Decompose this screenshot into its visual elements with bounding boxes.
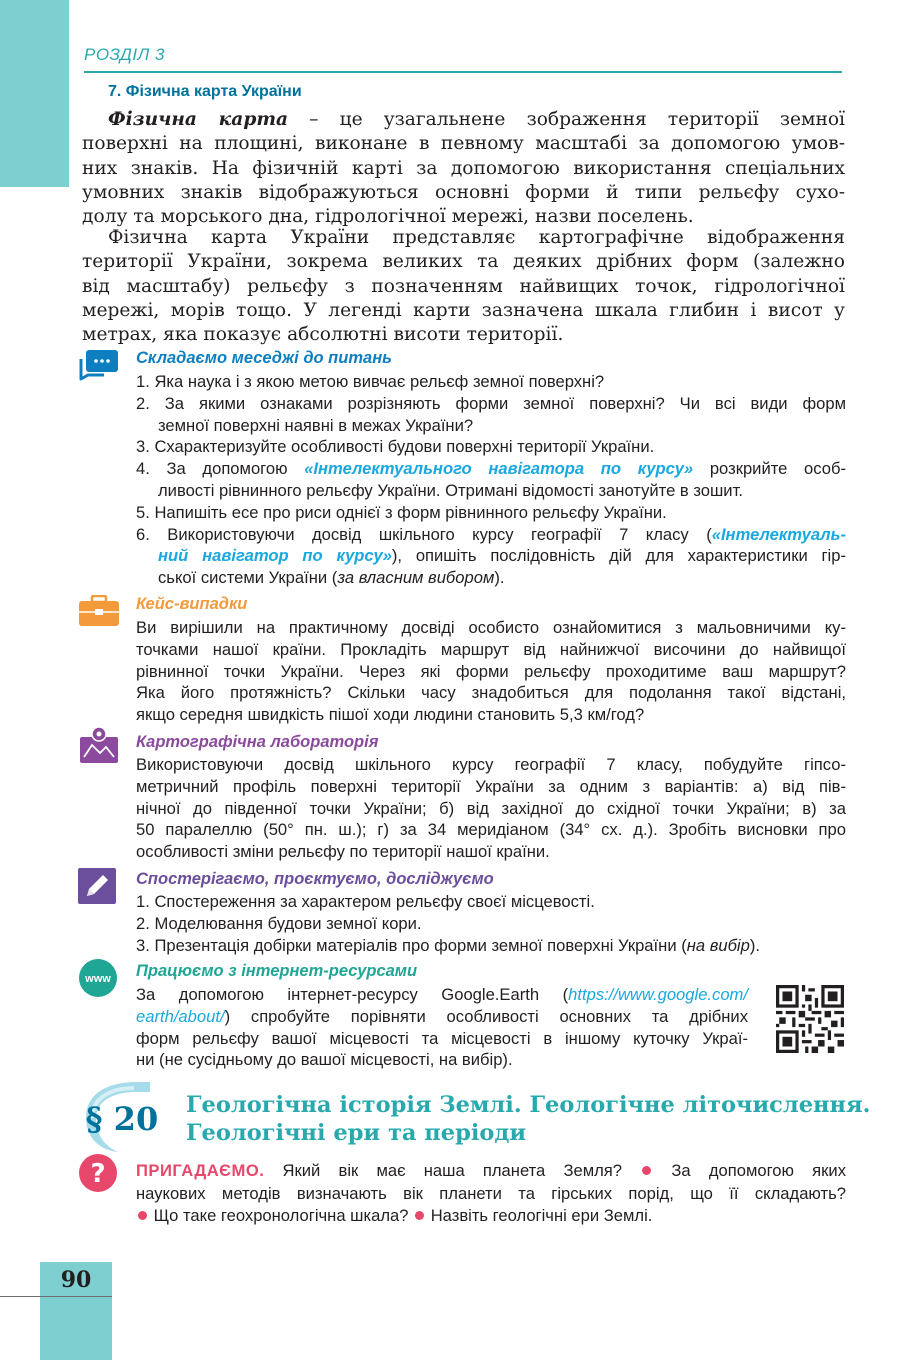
paragraph-number-marker bbox=[78, 1078, 158, 1156]
map-pin-icon bbox=[78, 725, 120, 767]
page-number: 90 bbox=[60, 1267, 92, 1293]
chat-bubble-icon bbox=[78, 349, 120, 385]
para1-line: долу та морського дна, гідрологічної мережі, назви поселень. bbox=[82, 206, 694, 228]
navigator-link[interactable]: ний навігатор по курсу» bbox=[158, 546, 392, 566]
messages-list bbox=[136, 371, 846, 589]
list-item-continuation: ливості рівнинного рельєфу України. Отримані відомості занотуйте в зошит. bbox=[158, 480, 743, 500]
paragraph-physical-map bbox=[82, 108, 845, 229]
question-icon bbox=[78, 1153, 118, 1193]
cases-line: рівнинної точки України. Через які форми рельєфу проходитиме ваш маршрут? bbox=[136, 661, 846, 681]
briefcase-icon bbox=[78, 595, 120, 627]
side-tab-top bbox=[0, 0, 69, 187]
internet-text bbox=[136, 984, 748, 1071]
list-item: 3. Схарактеризуйте особливості будови поверхні території України. bbox=[136, 437, 655, 457]
internet-line: За допомогою інтернет-ресурсу Google.Earth (https://www.google.com/ bbox=[136, 985, 748, 1004]
bullet-dot bbox=[415, 1211, 424, 1220]
remember-label: ПРИГАДАЄМО. bbox=[136, 1161, 265, 1180]
para1-line: умовних знаків відображуються основні форми й типи рельєфу сухо- bbox=[82, 181, 845, 203]
messages-title: Складаємо меседжі до питань bbox=[136, 349, 392, 367]
lab-line: 50 паралеллю (50° пн. ш.); г) за 34 меридіаном (34° сх. д.). Зробіть висновки про bbox=[136, 820, 846, 840]
list-item: 3. Презентація добірки матеріалів про форми земної поверхні України (на вибір). bbox=[136, 935, 760, 955]
internet-line: форм рельєфу вашої місцевості та місцевості в іншому куточку Украї- bbox=[136, 1028, 748, 1048]
list-item-continuation: ської системи України (за власним вибором). bbox=[158, 568, 505, 588]
svg-text:§ 20: § 20 bbox=[85, 1100, 158, 1138]
observe-title: Спостерігаємо, проєктуємо, досліджуємо bbox=[136, 870, 494, 888]
list-item-continuation: ний навігатор по курсу»), опишіть послідовність дій для характеристики гір- bbox=[158, 546, 846, 566]
svg-text:www: www bbox=[85, 973, 111, 985]
observe-list bbox=[136, 891, 846, 956]
remember-line: ПРИГАДАЄМО. Який вік має наша планета Земля? За допомогою яких bbox=[136, 1161, 846, 1180]
svg-text:?: ? bbox=[90, 1159, 106, 1189]
section-title-line: Геологічна історія Землі. Геологічне літочислення. bbox=[186, 1092, 871, 1118]
google-earth-link[interactable]: https://www.google.com/ bbox=[568, 985, 748, 1004]
para2-line: Фізична карта України представляє картографічне відображення bbox=[108, 227, 845, 248]
lab-line: Використовуючи досвід шкільного курсу географії 7 класу, побудуйте гіпсо- bbox=[136, 755, 846, 774]
list-item: 2. Моделювання будови земної кори. bbox=[136, 913, 422, 933]
list-item: 1. Яка наука і з якою метою вивчає рельєф земної поверхні? bbox=[136, 372, 605, 391]
list-item: 2. За якими ознаками розрізняють форми земної поверхні? Чи всі види форм bbox=[136, 393, 846, 413]
lab-title: Картографічна лабораторія bbox=[136, 733, 379, 751]
page-number-rule bbox=[0, 1296, 112, 1297]
lab-line: нічної до південної точки України; б) від західної до східної точки України; в) за bbox=[136, 798, 846, 818]
cases-line: Ви вирішили на практичному досвіді особисто ознайомитися з мальовничими ку- bbox=[136, 618, 846, 637]
cases-line: точками нашої країни. Прокладіть маршрут від найнижчої височини до найвищої bbox=[136, 639, 846, 659]
internet-line: earth/about/) спробуйте порівняти особливості основних та дрібних bbox=[136, 1006, 748, 1026]
section-title bbox=[186, 1091, 870, 1147]
remember-block bbox=[136, 1160, 846, 1228]
lab-text bbox=[136, 754, 846, 863]
google-earth-link[interactable]: earth/about/ bbox=[136, 1006, 225, 1026]
chapter-rule bbox=[84, 71, 842, 73]
para1-line: них знаків. На фізичній карті за допомогою використання спеціальних bbox=[82, 157, 845, 179]
section-title-line: Геологічні ери та періоди bbox=[186, 1120, 527, 1146]
navigator-link[interactable]: «Інтелектуаль- bbox=[711, 524, 846, 544]
paragraph-ukraine-map bbox=[82, 226, 845, 347]
para1-line: поверхні на площині, виконане в певному масштабі за допомогою умов- bbox=[82, 133, 845, 155]
para2-line: метрах, яка показує абсолютні висоти території. bbox=[82, 324, 564, 346]
cases-title: Кейс-випадки bbox=[136, 595, 248, 613]
cases-line: якщо середня швидкість пішої ходи людини становить 5,3 км/год? bbox=[136, 705, 645, 725]
list-item: 6. Використовуючи досвід шкільного курсу географії 7 класу («Інтелектуаль- bbox=[136, 524, 846, 544]
internet-line: ни (не сусідньому до вашої місцевості, на вибір). bbox=[136, 1050, 513, 1070]
list-item: 5. Напишіть есе про риси однієї з форм рівнинного рельєфу України. bbox=[136, 502, 667, 522]
bullet-dot bbox=[642, 1166, 651, 1175]
navigator-link[interactable]: «Інтелектуального навігатора по курсу» bbox=[304, 459, 694, 479]
www-globe-icon bbox=[78, 958, 118, 998]
list-item-continuation: земної поверхні наявні в межах України? bbox=[158, 415, 474, 435]
lab-line: метричний профіль поверхні території України за одним з варіантів: а) від пів- bbox=[136, 776, 846, 796]
lab-line: особливості зміни рельєфу по території нашої країни. bbox=[136, 842, 550, 862]
list-item: 1. Спостереження за характером рельєфу своєї місцевості. bbox=[136, 892, 595, 911]
cases-line: Яка його протяжність? Скільки часу знадобиться для подолання такої відстані, bbox=[136, 683, 846, 703]
remember-line: наукових методів визначають вік планети та гірських порід, що її складають? bbox=[136, 1183, 846, 1203]
para2-line: території України, зокрема великих та деяких дрібних форм (залежно bbox=[82, 251, 845, 273]
remember-line: Що таке геохронологічна шкала? Назвіть геологічні ери Землі. bbox=[136, 1205, 846, 1228]
qr-code[interactable] bbox=[776, 985, 844, 1053]
internet-title: Працюємо з інтернет-ресурсами bbox=[136, 962, 418, 980]
para2-line: від масштабу) рельєфу з позначенням найвищих точок, гідрологічної bbox=[82, 275, 845, 297]
para1-line-1: Фізична карта – це узагальнене зображення території земної bbox=[108, 109, 846, 130]
bullet-dot bbox=[138, 1211, 147, 1220]
cases-text bbox=[136, 617, 846, 726]
list-item: 4. За допомогою «Інтелектуального навігатора по курсу» розкрийте особ- bbox=[136, 459, 846, 479]
chapter-label: РОЗДІЛ 3 bbox=[84, 45, 165, 64]
pencil-icon bbox=[78, 868, 116, 904]
para2-line: мережі, морів тощо. У легенді карти зазначена шкала глибин і висот у bbox=[82, 299, 845, 321]
subsection-heading: 7. Фізична карта України bbox=[108, 83, 302, 100]
